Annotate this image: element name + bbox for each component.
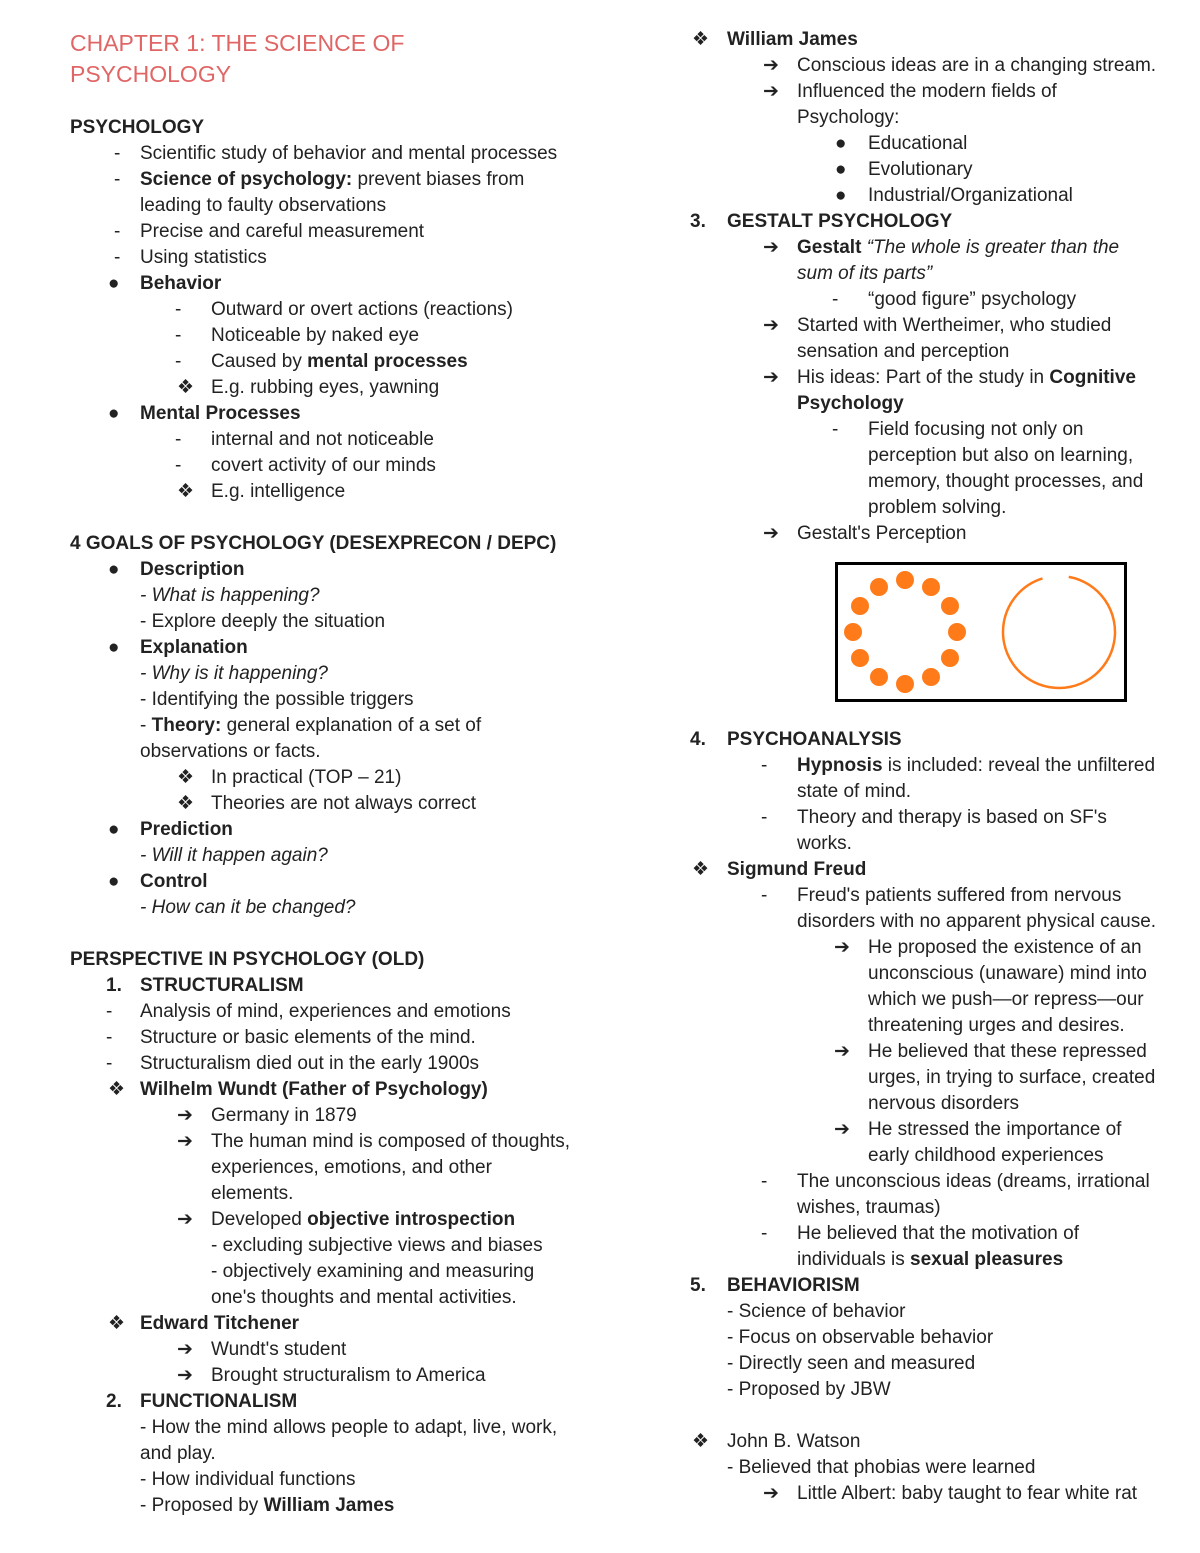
list-item: - How individual functions bbox=[140, 1469, 356, 1490]
list-item: wishes, traumas) bbox=[797, 1197, 941, 1218]
list-item: perception but also on learning, bbox=[868, 445, 1134, 466]
list-item: - Will it happen again? bbox=[140, 845, 328, 866]
list-item: He believed that these repressed bbox=[868, 1041, 1147, 1062]
orange-dot bbox=[922, 668, 940, 686]
list-item: nervous disorders bbox=[868, 1093, 1020, 1114]
list-item: early childhood experiences bbox=[868, 1145, 1104, 1166]
gestalt-figure-svg bbox=[838, 565, 1124, 699]
list-item: - Believed that phobias were learned bbox=[727, 1457, 1036, 1478]
list-item: Industrial/Organizational bbox=[868, 185, 1073, 206]
list-item: - Directly seen and measured bbox=[727, 1353, 976, 1374]
list-item: John B. Watson bbox=[727, 1431, 861, 1452]
list-item: Structure or basic elements of the mind. bbox=[140, 1027, 476, 1048]
list-item: - How can it be changed? bbox=[140, 897, 356, 918]
list-item: Description bbox=[140, 559, 245, 580]
list-item: elements. bbox=[211, 1183, 294, 1204]
list-item: E.g. intelligence bbox=[211, 481, 346, 502]
dot-circle bbox=[844, 571, 966, 693]
subsection-heading: PSYCHOANALYSIS bbox=[727, 729, 902, 750]
list-item: The unconscious ideas (dreams, irrational bbox=[797, 1171, 1150, 1192]
list-item: observations or facts. bbox=[140, 741, 321, 762]
list-item: one's thoughts and mental activities. bbox=[211, 1287, 517, 1308]
list-item: Psychology bbox=[797, 393, 904, 414]
list-item: - Identifying the possible triggers bbox=[140, 689, 414, 710]
list-item: Structuralism died out in the early 1900s bbox=[140, 1053, 480, 1074]
list-item: - How the mind allows people to adapt, live, work, bbox=[140, 1417, 558, 1438]
list-item: Using statistics bbox=[140, 247, 267, 268]
list-item: threatening urges and desires. bbox=[868, 1015, 1125, 1036]
list-item: “good figure” psychology bbox=[868, 289, 1077, 310]
list-item: problem solving. bbox=[868, 497, 1007, 518]
list-item: William James bbox=[727, 29, 858, 50]
list-item: Wundt's student bbox=[211, 1339, 347, 1360]
list-item: - Focus on observable behavior bbox=[727, 1327, 994, 1348]
list-item: internal and not noticeable bbox=[211, 429, 434, 450]
list-item: covert activity of our minds bbox=[211, 455, 436, 476]
list-item: Wilhelm Wundt (Father of Psychology) bbox=[140, 1079, 488, 1100]
list-item: Freud's patients suffered from nervous bbox=[797, 885, 1122, 906]
list-item: Mental Processes bbox=[140, 403, 301, 424]
list-item: Evolutionary bbox=[868, 159, 973, 180]
list-item: Sigmund Freud bbox=[727, 859, 867, 880]
list-item: Outward or overt actions (reactions) bbox=[211, 299, 514, 320]
term: Science of psychology: bbox=[140, 169, 353, 190]
list-item: Noticeable by naked eye bbox=[211, 325, 420, 346]
subsection-heading: FUNCTIONALISM bbox=[140, 1391, 298, 1412]
list-item: and play. bbox=[140, 1443, 216, 1464]
list-item: Control bbox=[140, 871, 208, 892]
list-item: Field focusing not only on bbox=[868, 419, 1084, 440]
list-item: Explanation bbox=[140, 637, 248, 658]
list-item: In practical (TOP – 21) bbox=[211, 767, 402, 788]
section-heading: 4 GOALS OF PSYCHOLOGY (DESEXPRECON / DEPC) bbox=[70, 533, 557, 554]
list-item: He stressed the importance of bbox=[868, 1119, 1122, 1140]
list-item: Psychology: bbox=[797, 107, 900, 128]
orange-dot bbox=[851, 649, 869, 667]
open-circle bbox=[994, 567, 1124, 697]
orange-dot bbox=[896, 571, 914, 589]
list-item: He proposed the existence of an bbox=[868, 937, 1142, 958]
list-item: Scientific study of behavior and mental processes bbox=[140, 143, 558, 164]
list-item: Precise and careful measurement bbox=[140, 221, 425, 242]
list-item: Analysis of mind, experiences and emotions bbox=[140, 1001, 511, 1022]
list-item: Educational bbox=[868, 133, 968, 154]
list-item: Behavior bbox=[140, 273, 222, 294]
section-heading: PSYCHOLOGY bbox=[70, 117, 205, 138]
list-item: state of mind. bbox=[797, 781, 912, 802]
subsection-heading: BEHAVIORISM bbox=[727, 1275, 860, 1296]
orange-dot bbox=[941, 649, 959, 667]
orange-dot bbox=[896, 675, 914, 693]
list-item: E.g. rubbing eyes, yawning bbox=[211, 377, 440, 398]
list-item: - Explore deeply the situation bbox=[140, 611, 386, 632]
orange-dot bbox=[851, 597, 869, 615]
list-item: unconscious (unaware) mind into bbox=[868, 963, 1147, 984]
list-item: Influenced the modern fields of bbox=[797, 81, 1057, 102]
section-heading: PERSPECTIVE IN PSYCHOLOGY (OLD) bbox=[70, 949, 425, 970]
list-item: - What is happening? bbox=[140, 585, 320, 606]
subsection-heading: GESTALT PSYCHOLOGY bbox=[727, 211, 953, 232]
list-item: Gestalt's Perception bbox=[797, 523, 967, 544]
list-item: Brought structuralism to America bbox=[211, 1365, 486, 1386]
orange-dot bbox=[844, 623, 862, 641]
orange-dot bbox=[941, 597, 959, 615]
subsection-heading: STRUCTURALISM bbox=[140, 975, 304, 996]
list-item: - Why is it happening? bbox=[140, 663, 328, 684]
list-item: urges, in trying to surface, created bbox=[868, 1067, 1156, 1088]
list-item: memory, thought processes, and bbox=[868, 471, 1144, 492]
list-item: leading to faulty observations bbox=[140, 195, 387, 216]
gestalt-perception-figure bbox=[835, 562, 1127, 702]
list-item: Theory and therapy is based on SF's bbox=[797, 807, 1107, 828]
orange-dot bbox=[870, 668, 888, 686]
list-item: Germany in 1879 bbox=[211, 1105, 357, 1126]
list-item: Started with Wertheimer, who studied bbox=[797, 315, 1112, 336]
chapter-title-line1: CHAPTER 1: THE SCIENCE OF bbox=[70, 30, 405, 56]
list-item: which we push—or repress—our bbox=[868, 989, 1144, 1010]
list-item: - objectively examining and measuring bbox=[211, 1261, 535, 1282]
orange-dot bbox=[948, 623, 966, 641]
orange-dot bbox=[922, 578, 940, 596]
list-item: sum of its parts” bbox=[797, 263, 933, 284]
list-item: works. bbox=[797, 833, 852, 854]
list-item: sensation and perception bbox=[797, 341, 1010, 362]
chapter-title-line2: PSYCHOLOGY bbox=[70, 61, 232, 87]
list-item: Theories are not always correct bbox=[211, 793, 477, 814]
list-item: - Proposed by JBW bbox=[727, 1379, 891, 1400]
list-item: Edward Titchener bbox=[140, 1313, 300, 1334]
list-item: disorders with no apparent physical cause. bbox=[797, 911, 1157, 932]
list-item: experiences, emotions, and other bbox=[211, 1157, 492, 1178]
list-item: - excluding subjective views and biases bbox=[211, 1235, 543, 1256]
list-item: Prediction bbox=[140, 819, 233, 840]
orange-dot bbox=[870, 578, 888, 596]
list-item: - Science of behavior bbox=[727, 1301, 906, 1322]
list-item: Conscious ideas are in a changing stream. bbox=[797, 55, 1157, 76]
list-item: Little Albert: baby taught to fear white rat bbox=[797, 1483, 1138, 1504]
list-item: He believed that the motivation of bbox=[797, 1223, 1080, 1244]
list-item: The human mind is composed of thoughts, bbox=[211, 1131, 571, 1152]
